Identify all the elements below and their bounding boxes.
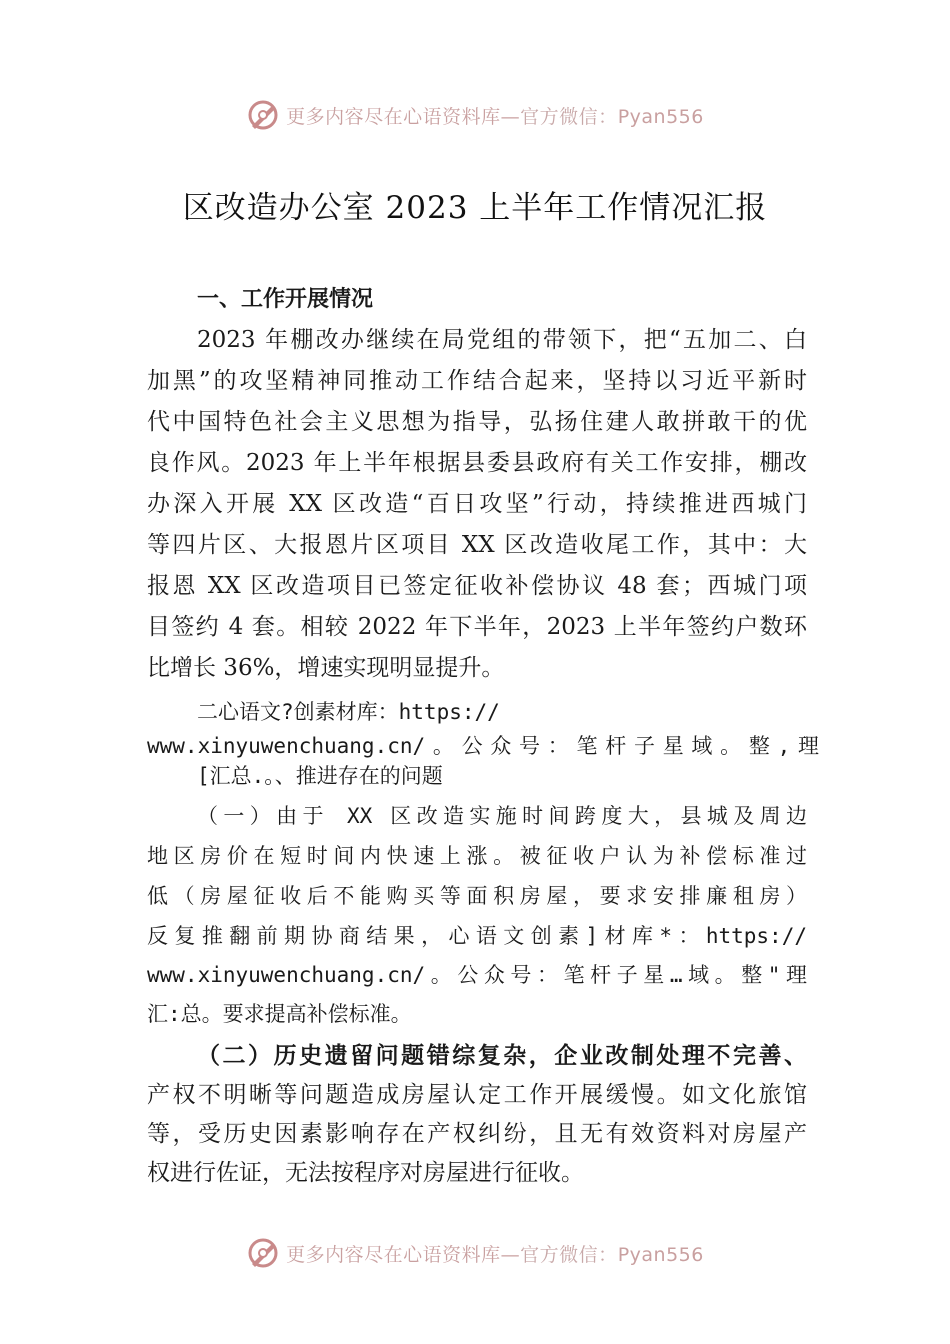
paragraph-line: 办深入开展 XX 区改造“百日攻坚”行动，持续推进西城门 (147, 491, 807, 517)
header-watermark-banner (0, 95, 950, 135)
paragraph-line: www.xinyuwenchuang.cn/。公众号：笔杆子星域。整,理 (147, 734, 819, 758)
watermark-text: 更多内容尽在心语资料库—官方微信：Pyan556 (286, 105, 704, 128)
paragraph-line: 二心语文?创素材库：https:// (197, 700, 500, 724)
paragraph-line: 良作风。2023 年上半年根据县委县政府有关工作安排，棚改 (147, 450, 807, 476)
paragraph-line: www.xinyuwenchuang.cn/。公众号：笔杆子星…域。整"理 (147, 963, 807, 987)
paragraph-line: 汇:总。要求提高补偿标准。 (147, 1002, 412, 1026)
paragraph-line: 目签约 4 套。相较 2022 年下半年，2023 上半年签约户数环 (147, 614, 807, 640)
page-title: 区改造办公室 2023 上半年工作情况汇报 (182, 190, 768, 226)
paragraph-line: 等，受历史因素影响存在产权纠纷，且无有效资料对房屋产 (147, 1121, 807, 1147)
paragraph-line: 2023 年棚改办继续在局党组的带领下，把“五加二、白 (197, 327, 807, 353)
paragraph-line: 产权不明晰等问题造成房屋认定工作开展缓慢。如文化旅馆 (147, 1082, 807, 1108)
paragraph-line: 等四片区、大报恩片区项目 XX 区改造收尾工作，其中：大 (147, 532, 807, 558)
watermark-text: 更多内容尽在心语资料库—官方微信：Pyan556 (286, 1243, 704, 1266)
paragraph-line: （二）历史遗留问题错综复杂，企业改制处理不完善、 (197, 1042, 807, 1069)
footer-watermark-banner (0, 1233, 950, 1273)
paragraph-line: 低（房屋征收后不能购买等面积房屋，要求安排廉租房） (147, 884, 807, 908)
paragraph-line: 地区房价在短时间内快速上涨。被征收户认为补偿标准过 (147, 844, 807, 868)
pen-logo-icon (246, 1236, 280, 1270)
paragraph-line: 比增长 36%，增速实现明显提升。 (147, 655, 505, 681)
paragraph-line: 代中国特色社会主义思想为指导，弘扬住建人敢拼敢干的优 (147, 409, 807, 435)
paragraph-line: [汇总.。、推进存在的问题 (197, 764, 443, 788)
paragraph-line: 反复推翻前期协商结果，心语文创素]材库*：https:// (147, 924, 807, 948)
section-heading: 一、工作开展情况 (197, 287, 374, 312)
paragraph-line: 报恩 XX 区改造项目已签定征收补偿协议 48 套；西城门项 (147, 573, 807, 599)
pen-logo-icon (246, 98, 280, 132)
paragraph-line: 权进行佐证，无法按程序对房屋进行征收。 (147, 1160, 584, 1186)
paragraph-line: （一）由于 XX 区改造实施时间跨度大，县城及周边 (197, 804, 807, 828)
paragraph-line: 加黑”的攻坚精神同推动工作结合起来，坚持以习近平新时 (147, 368, 807, 394)
